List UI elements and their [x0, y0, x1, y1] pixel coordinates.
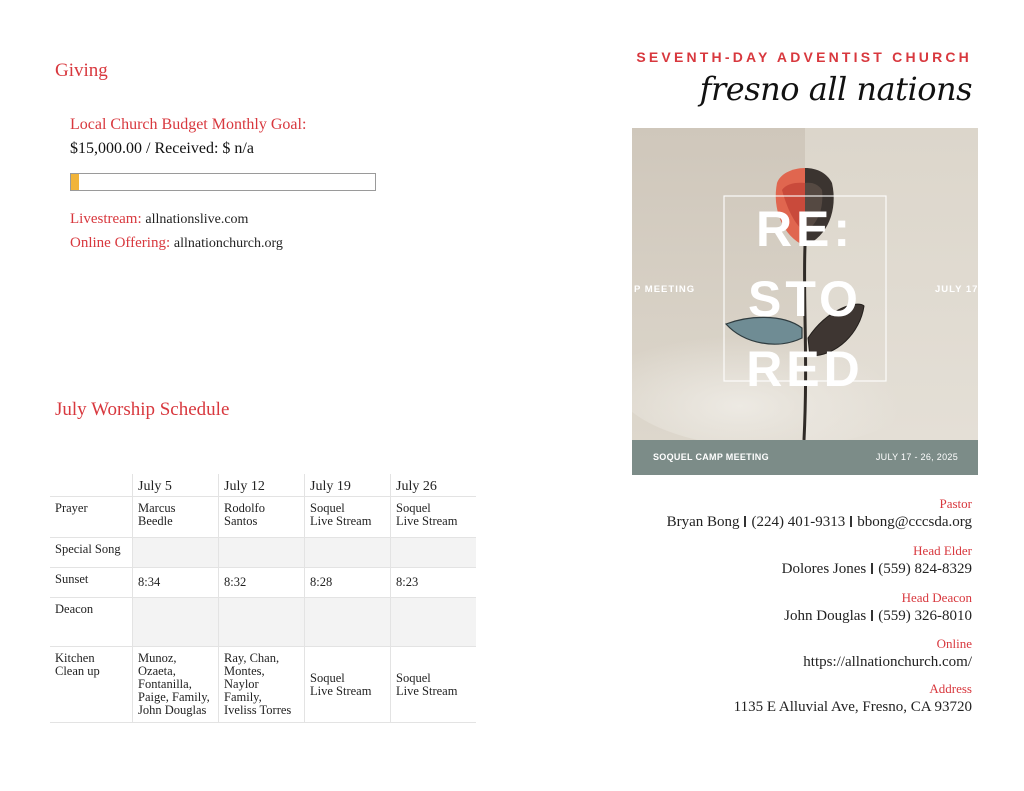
poster-big-text-1: RE:	[755, 201, 855, 257]
elder-phone[interactable]: (559) 824-8329	[878, 561, 972, 577]
schedule-heading: July Worship Schedule	[55, 399, 230, 420]
poster-footer-right: JULY 17 - 26, 2025	[875, 452, 958, 462]
deacon-name: John Douglas	[784, 608, 867, 624]
table-cell: 8:23	[391, 568, 477, 598]
church-brand-title: fresno all nations	[699, 70, 972, 108]
poster-footer-left: SOQUEL CAMP MEETING	[653, 452, 769, 462]
separator-bar	[850, 516, 852, 527]
row-label: Prayer	[50, 497, 133, 538]
contact-pastor	[667, 496, 972, 531]
poster-side-right: JULY 17	[935, 284, 978, 295]
contact-label: Pastor	[939, 496, 972, 511]
table-cell: Munoz, Ozaeta, Fontanilla, Paige, Family, John Douglas	[133, 647, 219, 723]
table-row-special-song	[50, 538, 476, 568]
address-text: 1135 E Alluvial Ave, Fresno, CA 93720	[733, 699, 972, 715]
separator-bar	[871, 563, 873, 574]
table-row-prayer	[50, 497, 476, 538]
table-cell: 8:28	[305, 568, 391, 598]
pastor-email[interactable]: bbong@cccsda.org	[857, 514, 972, 530]
contact-label: Head Deacon	[901, 590, 972, 605]
livestream-label: Livestream:	[70, 211, 142, 227]
contact-value	[784, 608, 972, 625]
row-label: Deacon	[50, 598, 133, 647]
online-offering-line	[70, 235, 283, 252]
online-offering-link[interactable]: allnationchurch.org	[173, 236, 283, 251]
table-cell	[133, 598, 219, 647]
column-header: July 12	[219, 474, 305, 497]
table-cell	[391, 598, 477, 647]
table-cell	[133, 538, 219, 568]
row-label: Special Song	[50, 538, 133, 568]
poster-side-left: P MEETING	[634, 284, 696, 295]
online-offering-label: Online Offering:	[70, 235, 171, 251]
separator-bar	[871, 610, 873, 621]
table-cell: Ray, Chan, Montes, Naylor Family, Iveliss Torres	[219, 647, 305, 723]
budget-goal-value: $15,000.00 / Received: $ n/a	[70, 140, 254, 157]
poster-big-text-2: STO	[748, 271, 862, 327]
column-header: July 26	[391, 474, 477, 497]
table-cell: Marcus Beedle	[133, 497, 219, 538]
deacon-phone[interactable]: (559) 326-8010	[878, 608, 972, 624]
contact-value	[667, 514, 972, 531]
church-name: SEVENTH-DAY ADVENTIST CHURCH	[636, 49, 972, 65]
pastor-name: Bryan Bong	[666, 514, 740, 530]
pastor-phone[interactable]: (224) 401-9313	[751, 514, 846, 530]
table-row-kitchen	[50, 647, 476, 723]
table-cell: Soquel Live Stream	[391, 497, 477, 538]
contact-online	[803, 636, 972, 671]
website-link[interactable]: https://allnationchurch.com/	[803, 654, 972, 670]
worship-schedule-table	[50, 474, 476, 723]
table-row-deacon	[50, 598, 476, 647]
table-cell: Soquel Live Stream	[391, 647, 477, 723]
budget-progress-fill	[71, 174, 79, 190]
table-cell	[219, 538, 305, 568]
column-header: July 5	[133, 474, 219, 497]
poster-artwork	[632, 128, 978, 475]
row-label: Sunset	[50, 568, 133, 598]
table-cell	[219, 598, 305, 647]
contact-value	[782, 561, 972, 578]
table-row-sunset	[50, 568, 476, 598]
table-cell: Rodolfo Santos	[219, 497, 305, 538]
table-cell	[391, 538, 477, 568]
contact-head-deacon	[784, 590, 972, 625]
row-label: Kitchen Clean up	[50, 647, 133, 723]
contact-label: Online	[936, 636, 972, 651]
table-cell: Soquel Live Stream	[305, 647, 391, 723]
contact-label: Address	[929, 681, 972, 696]
column-header: July 19	[305, 474, 391, 497]
table-cell	[305, 598, 391, 647]
contact-address	[734, 681, 972, 716]
elder-name: Dolores Jones	[781, 561, 867, 577]
giving-heading: Giving	[55, 60, 108, 81]
table-cell: Soquel Live Stream	[305, 497, 391, 538]
budget-progress-bar	[70, 173, 376, 191]
contact-label: Head Elder	[913, 543, 972, 558]
table-cell: 8:32	[219, 568, 305, 598]
contact-head-elder	[782, 543, 972, 578]
separator-bar	[744, 516, 746, 527]
table-header-row	[50, 474, 476, 497]
budget-goal-label: Local Church Budget Monthly Goal:	[70, 116, 307, 133]
table-cell	[305, 538, 391, 568]
poster-big-text-3: RED	[746, 341, 864, 397]
header-empty-cell	[50, 474, 133, 497]
table-cell: 8:34	[133, 568, 219, 598]
camp-meeting-poster	[632, 128, 978, 475]
livestream-line	[70, 211, 248, 228]
livestream-link[interactable]: allnationslive.com	[145, 212, 249, 227]
